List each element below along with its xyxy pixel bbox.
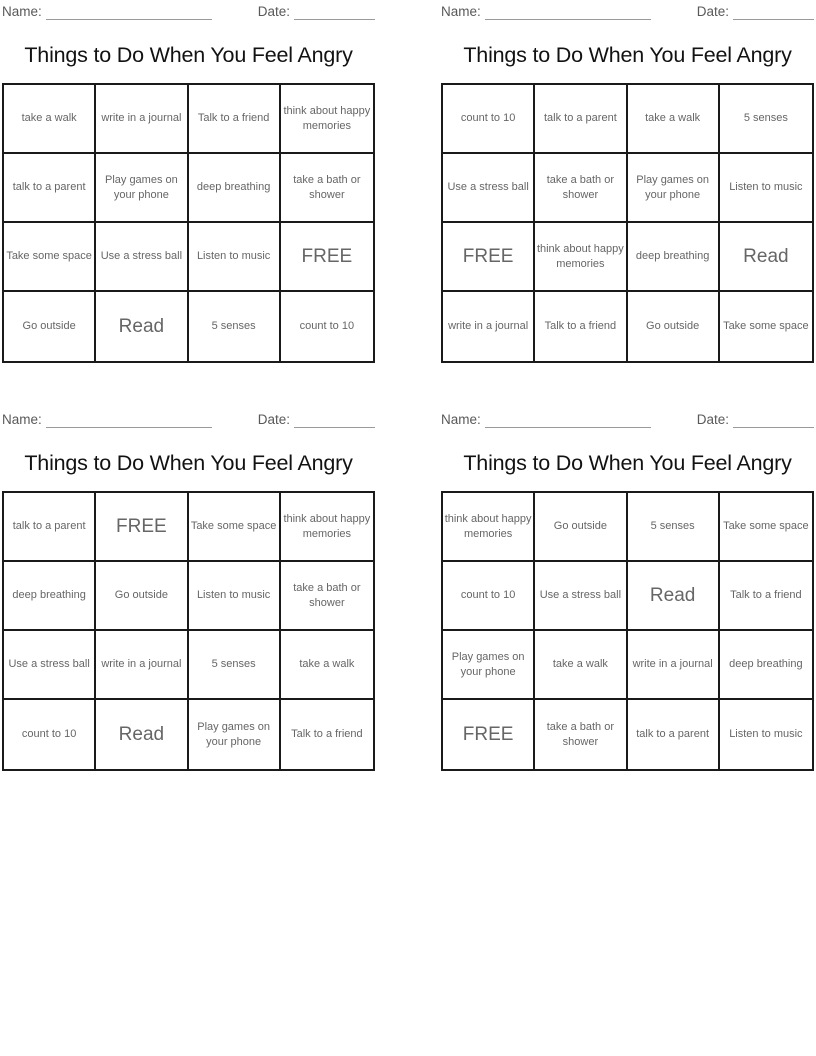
bingo-grid	[2, 491, 375, 771]
date-label: Date:	[696, 4, 730, 19]
bingo-cell: think about happy memories	[443, 493, 535, 562]
date-label: Date:	[257, 412, 291, 427]
bingo-cell: write in a journal	[96, 631, 188, 700]
bingo-cell: Listen to music	[729, 728, 803, 740]
bingo-cell: FREE	[443, 700, 535, 769]
date-blank-line	[294, 412, 375, 428]
bingo-cell: count to 10	[443, 85, 535, 154]
bingo-cell: think about happy memories	[281, 493, 373, 562]
bingo-cell: FREE	[443, 223, 535, 292]
bingo-cell: FREE	[96, 493, 188, 562]
bingo-cell: take a bath or shower	[281, 562, 373, 631]
bingo-cell: Read	[628, 562, 720, 631]
bingo-cell: deep breathing	[4, 562, 96, 631]
bingo-cell: 5 senses	[720, 85, 812, 154]
bingo-cell: 5 senses	[189, 292, 281, 361]
bingo-cell: Use a stress ball	[443, 154, 535, 223]
bingo-cell: take a bath or shower	[535, 700, 627, 769]
card-title: Things to Do When You Feel Angry	[24, 451, 353, 475]
card-header	[2, 410, 375, 428]
bingo-card	[2, 410, 375, 771]
bingo-cell: take a bath or shower	[535, 154, 627, 223]
bingo-cell: count to 10	[4, 700, 96, 769]
bingo-cell: take a walk	[281, 631, 373, 700]
bingo-cell: count to 10	[443, 562, 535, 631]
bingo-cell: Go outside	[4, 292, 96, 361]
bingo-cell: think about happy memories	[535, 223, 627, 292]
bingo-grid	[441, 83, 814, 363]
name-label: Name:	[2, 412, 42, 427]
card-title: Things to Do When You Feel Angry	[463, 43, 792, 67]
bingo-cell: Go outside	[535, 493, 627, 562]
bingo-cell: talk to a parent	[4, 154, 96, 223]
bingo-cell: count to 10	[299, 320, 355, 332]
bingo-cell: deep breathing	[720, 631, 812, 700]
bingo-cell: write in a journal	[443, 292, 535, 361]
bingo-cell: take a walk	[535, 631, 627, 700]
bingo-cell: Talk to a friend	[535, 292, 627, 361]
name-blank-line	[46, 412, 212, 428]
bingo-cell: Play games on your phone	[628, 154, 720, 223]
bingo-cell: Take some space	[4, 223, 96, 292]
card-header	[2, 2, 375, 20]
bingo-cell: Talk to a friend	[720, 562, 812, 631]
bingo-cell: Go outside	[96, 562, 188, 631]
bingo-cell: think about happy memories	[281, 85, 373, 154]
bingo-cell: talk to a parent	[628, 700, 720, 769]
bingo-cell: Take some space	[720, 493, 812, 562]
bingo-cell: talk to a parent	[535, 85, 627, 154]
name-label: Name:	[2, 4, 42, 19]
bingo-cell: Play games on your phone	[189, 700, 281, 769]
bingo-cell: Read	[96, 700, 188, 769]
date-blank-line	[733, 4, 814, 20]
bingo-cell: deep breathing	[628, 223, 720, 292]
bingo-cell: Use a stress ball	[4, 631, 96, 700]
bingo-cell: Read	[720, 223, 812, 292]
bingo-grid	[441, 491, 814, 771]
bingo-cell: write in a journal	[96, 85, 188, 154]
name-blank-line	[46, 4, 212, 20]
bingo-card	[2, 2, 375, 363]
name-blank-line	[485, 4, 651, 20]
bingo-cell: Use a stress ball	[535, 562, 627, 631]
bingo-cell: Listen to music	[189, 223, 281, 292]
card-header	[441, 410, 814, 428]
bingo-cell: take a walk	[628, 85, 720, 154]
bingo-cell: Talk to a friend	[189, 85, 281, 154]
bingo-cell: 5 senses	[628, 493, 720, 562]
bingo-card	[441, 2, 814, 363]
date-label: Date:	[257, 4, 291, 19]
bingo-cell: take a bath or shower	[281, 154, 373, 223]
bingo-cell: 5 senses	[189, 631, 281, 700]
date-blank-line	[294, 4, 375, 20]
bingo-cell: Use a stress ball	[96, 223, 188, 292]
bingo-cell: write in a journal	[628, 631, 720, 700]
bingo-cell: Go outside	[628, 292, 720, 361]
date-label: Date:	[696, 412, 730, 427]
bingo-cell: Read	[96, 292, 188, 361]
bingo-cell: Take some space	[723, 320, 809, 332]
card-title: Things to Do When You Feel Angry	[24, 43, 353, 67]
bingo-cell: take a walk	[4, 85, 96, 154]
bingo-cell: Listen to music	[189, 562, 281, 631]
bingo-cell: Take some space	[189, 493, 281, 562]
name-label: Name:	[441, 4, 481, 19]
bingo-cell: Play games on your phone	[443, 631, 535, 700]
bingo-cell: Listen to music	[720, 154, 812, 223]
bingo-cell: Talk to a friend	[291, 728, 363, 740]
bingo-cell: Play games on your phone	[96, 154, 188, 223]
card-header	[441, 2, 814, 20]
bingo-cell: FREE	[281, 223, 373, 292]
bingo-card	[441, 410, 814, 771]
name-blank-line	[485, 412, 651, 428]
date-blank-line	[733, 412, 814, 428]
bingo-cell: talk to a parent	[4, 493, 96, 562]
bingo-cell: deep breathing	[189, 154, 281, 223]
name-label: Name:	[441, 412, 481, 427]
card-title: Things to Do When You Feel Angry	[463, 451, 792, 475]
bingo-grid	[2, 83, 375, 363]
